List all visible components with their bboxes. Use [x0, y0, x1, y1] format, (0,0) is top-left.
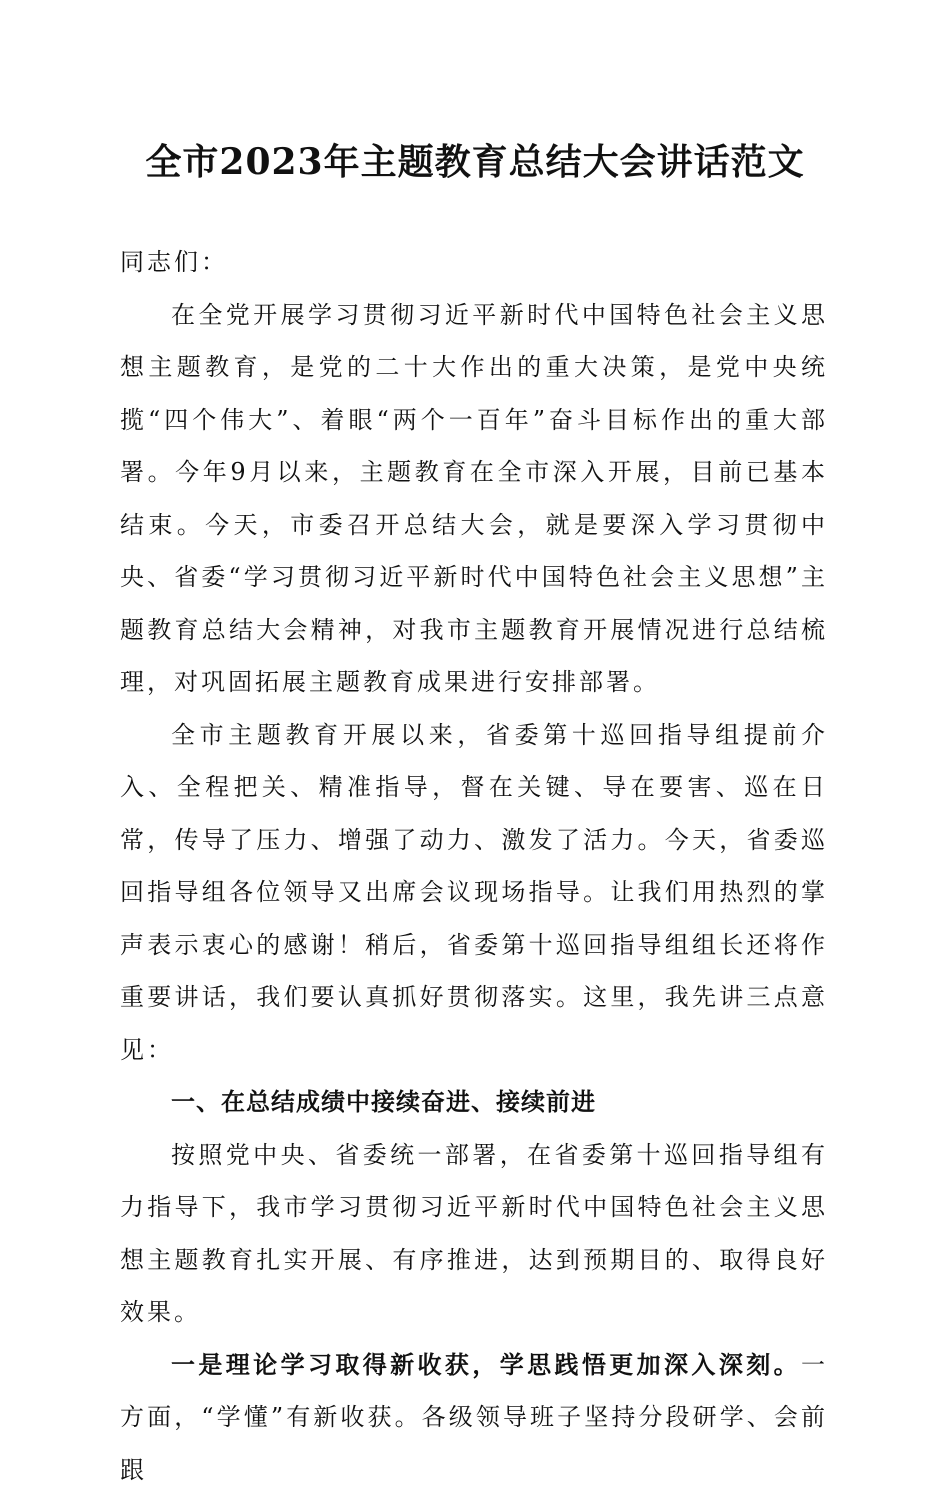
point-1-lead: 一是理论学习取得新收获，学思践悟更加深入深刻。: [171, 1350, 801, 1379]
section-1-paragraph: 按照党中央、省委统一部署，在省委第十巡回指导组有力指导下，我市学习贯彻习近平新时代中国特色社会主义思想主题教育扎实开展、有序推进，达到预期目的、取得良好效果。: [120, 1129, 828, 1339]
document-body: [120, 236, 828, 1496]
section-heading-1: 一、在总结成绩中接续奋进、接续前进: [120, 1076, 828, 1129]
point-1-paragraph: [120, 1339, 828, 1496]
document-title: 全市2023年主题教育总结大会讲话范文: [0, 132, 950, 192]
paragraph-guidance: 全市主题教育开展以来，省委第十巡回指导组提前介入、全程把关、精准指导，督在关键、导在要害、巡在日常，传导了压力、增强了动力、激发了活力。今天，省委巡回指导组各位领导又出席会议现场指导。让我们用热烈的掌声表示衷心的感谢！稍后，省委第十巡回指导组组长还将作重要讲话，我们要认真抓好贯彻落实。这里，我先讲三点意见：: [120, 709, 828, 1077]
point-1-text: 一方面，“学懂”有新收获。各级领导班子坚持分段研学、会前跟: [120, 1351, 828, 1484]
paragraph-intro: 在全党开展学习贯彻习近平新时代中国特色社会主义思想主题教育，是党的二十大作出的重大决策，是党中央统揽“四个伟大”、着眼“两个一百年”奋斗目标作出的重大部署。今年9月以来，主题教育在全市深入开展，目前已基本结束。今天，市委召开总结大会，就是要深入学习贯彻中央、省委“学习贯彻习近平新时代中国特色社会主义思想”主题教育总结大会精神，对我市主题教育开展情况进行总结梳理，对巩固拓展主题教育成果进行安排部署。: [120, 289, 828, 709]
salutation: 同志们：: [120, 236, 828, 289]
